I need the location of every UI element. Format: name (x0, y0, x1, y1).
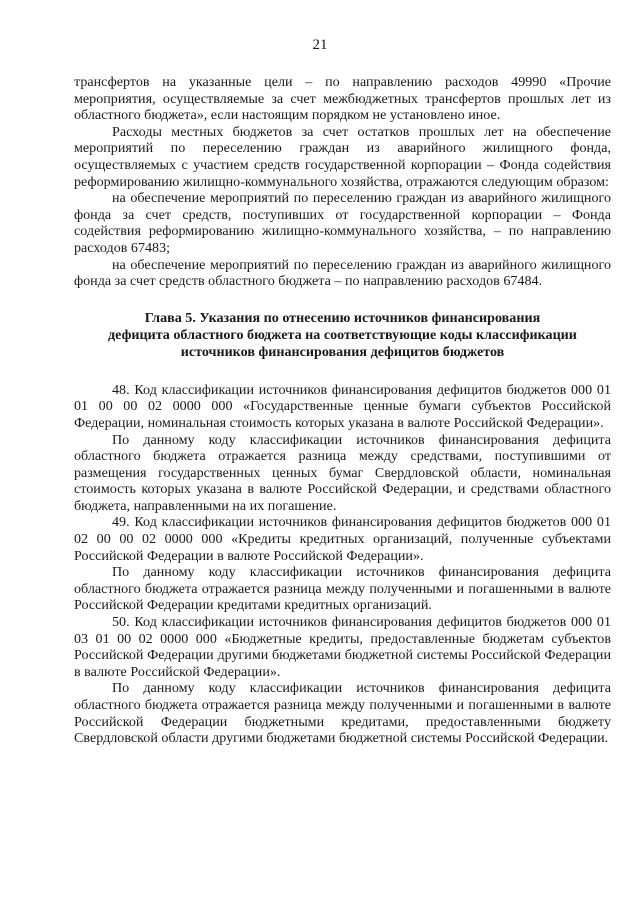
paragraph: Расходы местных бюджетов за счет остатков прошлых лет на обеспечение мероприятий по переселению граждан из аварийного жилищного фонда, осуществляемых с участием средств государственной корпорации – Фонда содействия реформированию жилищно-коммунального хозяйства, отражаются следующим образом: (74, 123, 611, 190)
document-body (74, 74, 611, 747)
chapter-heading (74, 310, 611, 361)
chapter-heading-line: источников финансирования дефицитов бюджетов (180, 343, 505, 360)
chapter-heading-line: Глава 5. Указания по отнесению источников финансирования (144, 309, 541, 326)
paragraph: на обеспечение мероприятий по переселению граждан из аварийного жилищного фонда за счет средств, поступивших от государственной корпорации – Фонда содействия реформированию жилищно-коммунального хозяйства, – по направлению расходов 67483; (74, 190, 611, 256)
paragraph: По данному коду классификации источников финансирования дефицита областного бюджета отражается разница между полученными и погашенными в валюте Российской Федерации бюджетными кредитами, предоставленными бюджету Свердловской области другими бюджетами бюджетной системы Российской Федерации. (74, 680, 611, 747)
paragraph-continuation: трансфертов на указанные цели – по направлению расходов 49990 «Прочие мероприятия, осуществляемые за счет межбюджетных трансфертов прошлых лет из областного бюджета», если настоящим порядком не установлено иное. (74, 74, 611, 124)
chapter-heading-line: дефицита областного бюджета на соответствующие коды классификации (108, 326, 577, 343)
paragraph: По данному коду классификации источников финансирования дефицита областного бюджета отражается разница между полученными и погашенными в валюте Российской Федерации кредитами кредитных организаций. (74, 564, 611, 614)
page-number: 21 (312, 37, 328, 53)
paragraph: 49. Код классификации источников финансирования дефицитов бюджетов 000 01 02 00 00 02 0000 000 «Кредиты кредитных организаций, полученные субъектами Российской Федерации в валюте Российской Федерации». (74, 514, 611, 564)
paragraph: на обеспечение мероприятий по переселению граждан из аварийного жилищного фонда за счет средств областного бюджета – по направлению расходов 67484. (74, 256, 611, 290)
paragraph: 50. Код классификации источников финансирования дефицитов бюджетов 000 01 03 01 00 02 0000 000 «Бюджетные кредиты, предоставленные бюджетам субъектов Российской Федерации другими бюджетами бюджетной системы Российской Федерации в валюте Российской Федерации». (74, 614, 611, 680)
paragraph: По данному коду классификации источников финансирования дефицита областного бюджета отражается разница между средствами, поступившими от размещения государственных ценных бумаг Свердловской области, номинальная стоимость которых указана в валюте Российской Федерации, и средствами областного бюджета, направленными на их погашение. (74, 431, 611, 514)
paragraph: 48. Код классификации источников финансирования дефицитов бюджетов 000 01 01 00 00 02 0000 000 «Государственные ценные бумаги субъектов Российской Федерации, номинальная стоимость которых указана в валюте Российской Федерации». (74, 381, 611, 431)
